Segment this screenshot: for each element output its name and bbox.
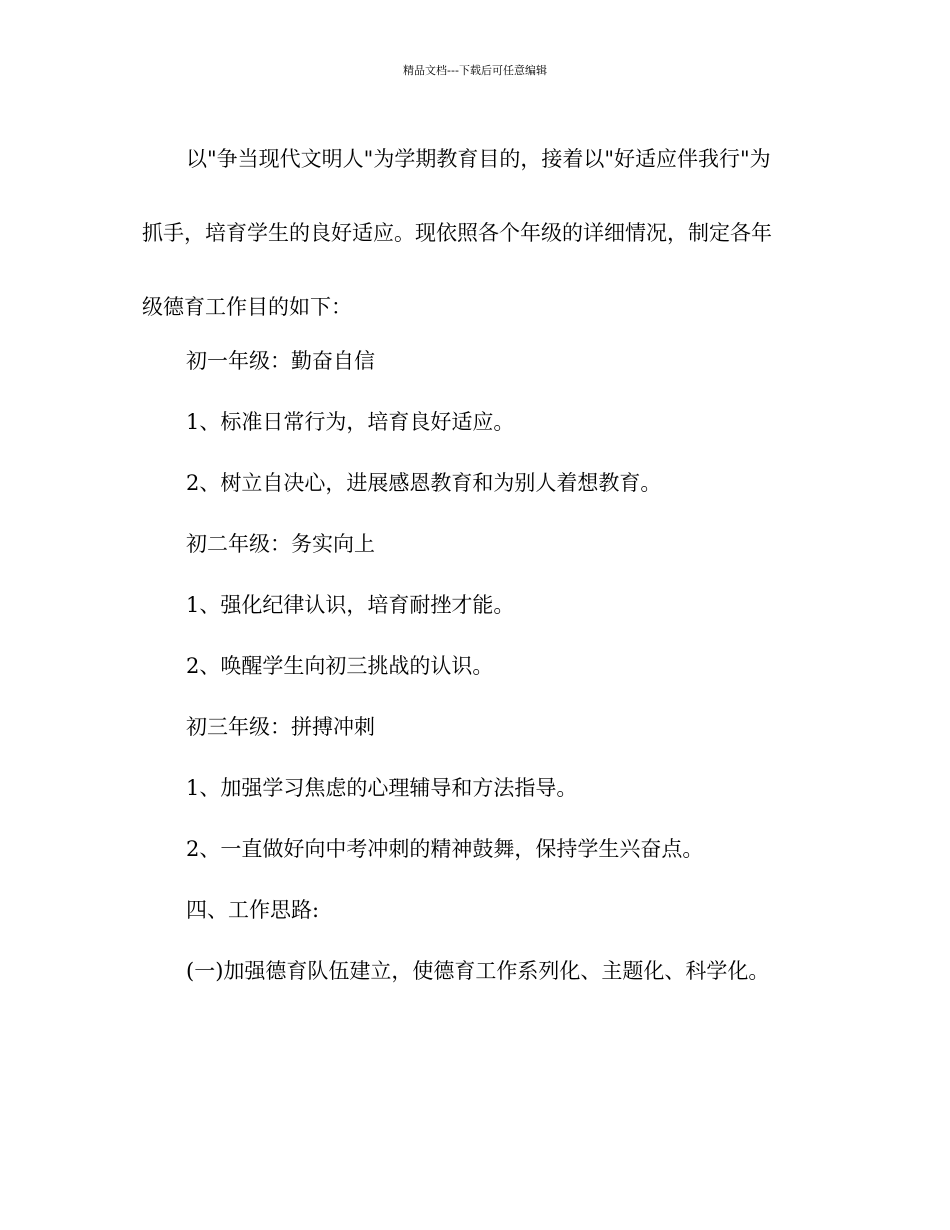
grade-2-item-2: 2、唤醒学生向初三挑战的认识。 [186,654,494,678]
section-4-item-1: (一)加强德育队伍建立，使德育工作系列化、主题化、科学化。 [186,959,770,983]
grade-1-item-2: 2、树立自决心，进展感恩教育和为别人着想教育。 [186,471,662,495]
grade-2-item-1: 1、强化纪律认识，培育耐挫才能。 [186,593,515,617]
page-header: 精品文档---下载后可任意编辑 [403,64,547,77]
intro-paragraph [142,140,822,326]
grade-3-item-1: 1、加强学习焦虑的心理辅导和方法指导。 [186,776,578,800]
grade-1-heading: 初一年级：勤奋自信 [186,349,375,373]
intro-line-3: 级德育工作目的如下： [142,295,352,319]
grade-1-item-1: 1、标准日常行为，培育良好适应。 [186,410,515,434]
intro-line-2: 抓手，培育学生的良好适应。现依照各个年级的详细情况，制定各年 [142,221,772,245]
grade-2-heading: 初二年级：务实向上 [186,532,375,556]
section-4-heading: 四、工作思路: [186,898,320,922]
intro-line-1: 以"争当现代文明人"为学期教育目的，接着以"好适应伴我行"为 [186,147,771,171]
grade-3-heading: 初三年级：拼搏冲刺 [186,715,375,739]
grade-3-item-2: 2、一直做好向中考冲刺的精神鼓舞，保持学生兴奋点。 [186,837,704,861]
